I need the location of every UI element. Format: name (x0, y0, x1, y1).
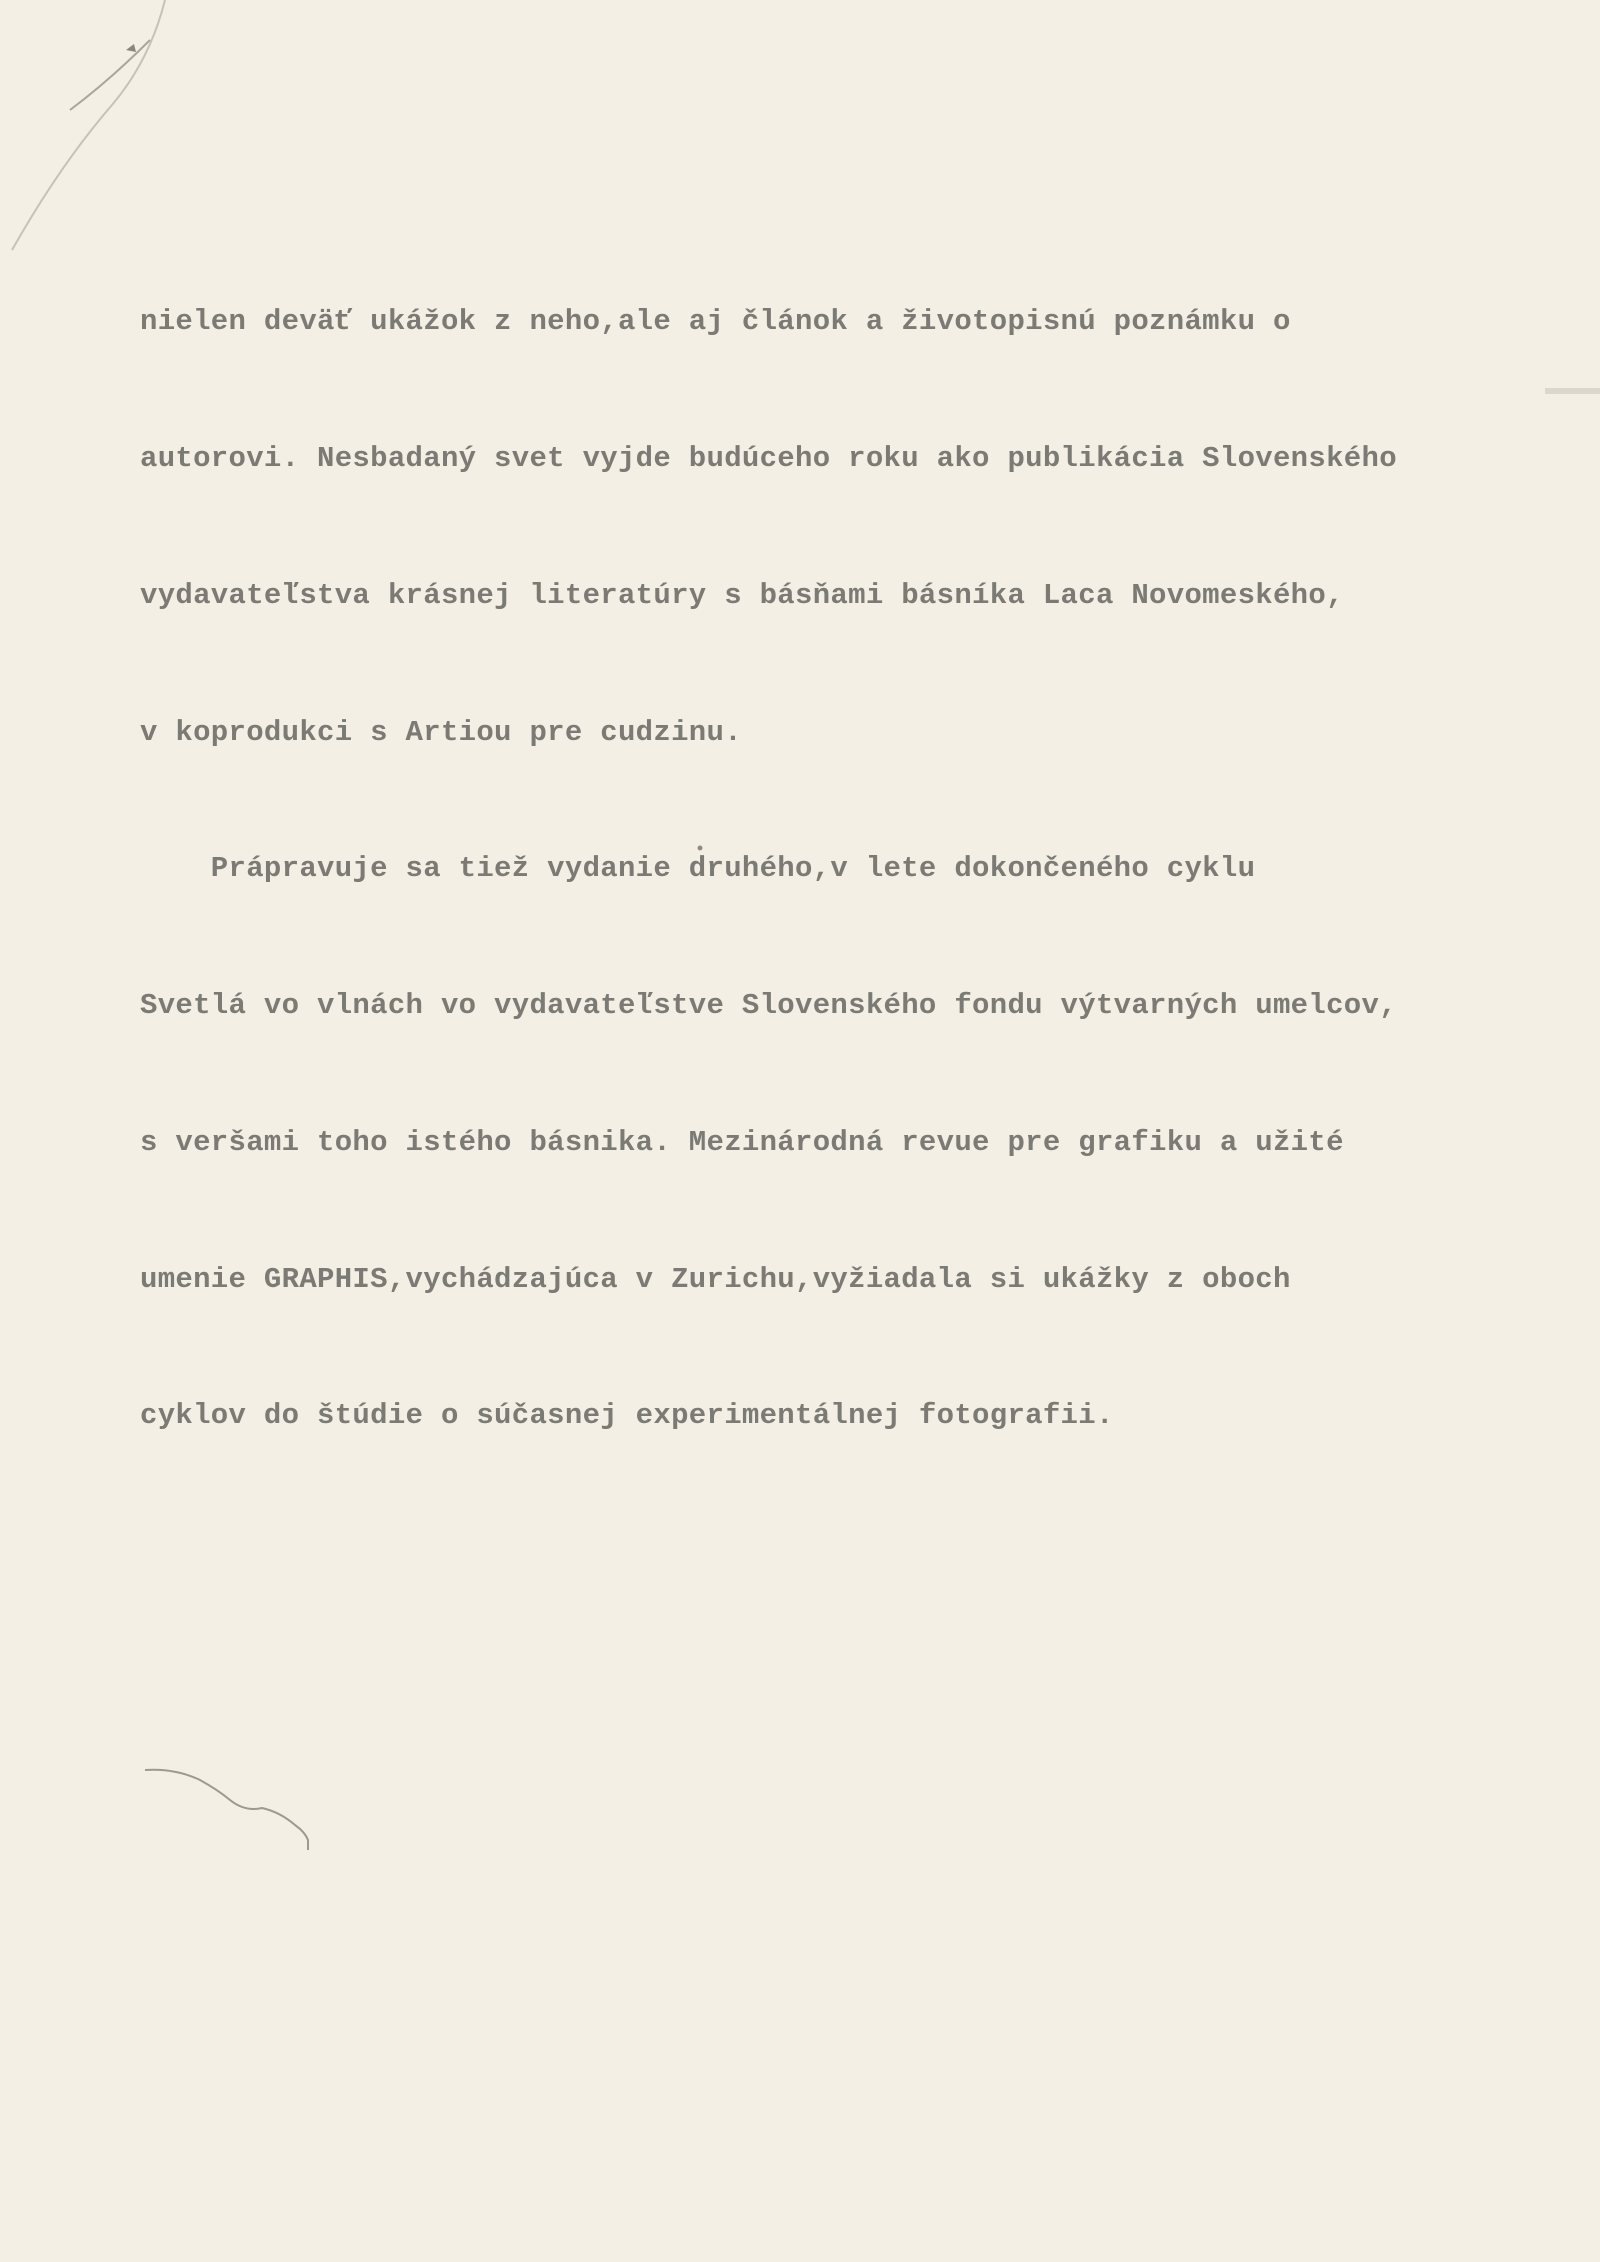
text-line: Svetlá vo vlnách vo vydavateľstve Slovenského fondu výtvarných umelcov, (140, 989, 1397, 1023)
text-line: nielen deväť ukážok z neho,ale aj článok a životopisnú poznámku o (140, 305, 1291, 339)
corner-ink-dot (126, 44, 136, 52)
text-line: cyklov do štúdie o súčasnej experimentálnej fotografii. (140, 1399, 1114, 1433)
pencil-scribble (145, 1770, 308, 1850)
text-line: s veršami toho istého básnika. Mezinárodná revue pre grafiku a užité (140, 1125, 1344, 1159)
corner-pencil-mark (70, 40, 150, 110)
text-line: vydavateľstva krásnej literatúry s básňami básníka Laca Novomeského, (140, 578, 1344, 612)
text-line: Prápravuje sa tiež vydanie druhého,v lete dokončeného cyklu (140, 852, 1256, 886)
text-line: umenie GRAPHIS,vychádzajúca v Zurichu,vyžiadala si ukážky z oboch (140, 1262, 1291, 1296)
text-line: v koprodukci s Artiou pre cudzinu. (140, 715, 742, 749)
typewritten-text (140, 208, 1560, 1530)
text-line: autorovi. Nesbadaný svet vyjde budúceho roku ako publikácia Slovenského (140, 441, 1397, 475)
